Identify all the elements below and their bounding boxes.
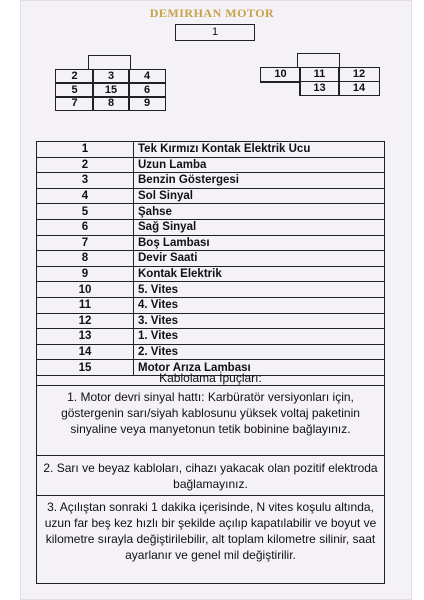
connector-left-pin: 7 xyxy=(71,97,78,109)
sheet-number-box: 1 xyxy=(175,24,255,41)
connector-left-pin: 8 xyxy=(107,97,115,109)
table-row xyxy=(37,188,385,204)
pin-label: Şahse xyxy=(134,204,385,220)
connector-right-pin: 14 xyxy=(352,82,366,94)
connector-right-pin: 11 xyxy=(313,68,326,80)
pin-label: Motor Arıza Lambası xyxy=(134,360,385,376)
brand-title: DEMIRHAN MOTOR xyxy=(149,6,275,20)
connector-right-tab xyxy=(297,53,340,68)
table-row xyxy=(37,235,385,251)
pin-number: 10 xyxy=(37,282,134,298)
connector-right-pin: 10 xyxy=(274,68,287,80)
table-row xyxy=(37,157,385,173)
note-item: 1. Motor devri sinyal hattı: Karbüratör versiyonları için, göstergenin sarı/siyah kablosunu yüksek voltaj paketinin sinyaline veya manyetonun tetik bobinine bağlayınız. xyxy=(36,386,385,456)
connector-right-pin: 13 xyxy=(313,82,326,94)
pin-number: 2 xyxy=(37,157,134,173)
notes-title: Kablolama İpuçları: xyxy=(36,370,385,386)
pin-label: Benzin Göstergesi xyxy=(134,173,385,189)
pin-label: Sol Sinyal xyxy=(134,188,385,204)
note-item: 2. Sarı ve beyaz kabloları, cihazı yakacak olan pozitif elektroda bağlamayınız. xyxy=(36,456,385,496)
pin-label: Sağ Sinyal xyxy=(134,219,385,235)
pin-number: 1 xyxy=(37,142,134,158)
pin-label: Boş Lambası xyxy=(134,235,385,251)
pin-number: 11 xyxy=(37,297,134,313)
pin-number: 9 xyxy=(37,266,134,282)
connector-right-pin: 12 xyxy=(352,68,366,80)
pin-number: 13 xyxy=(37,329,134,345)
pin-label: Devir Saati xyxy=(134,251,385,267)
table-row xyxy=(37,173,385,189)
pin-number: 6 xyxy=(37,219,134,235)
pin-number: 15 xyxy=(37,360,134,376)
pin-label: 2. Vites xyxy=(134,344,385,360)
table-row xyxy=(37,266,385,282)
table-row xyxy=(37,329,385,345)
pin-number: 8 xyxy=(37,251,134,267)
pin-number: 14 xyxy=(37,344,134,360)
connector-left-pin: 9 xyxy=(143,97,151,109)
pin-table xyxy=(36,141,385,376)
connector-left-pin: 2 xyxy=(71,70,78,82)
pin-number: 7 xyxy=(37,235,134,251)
connector-right-divider xyxy=(260,81,300,83)
pin-label: 3. Vites xyxy=(134,313,385,329)
table-row xyxy=(37,204,385,220)
connector-left-tab xyxy=(88,55,131,70)
pin-label: 4. Vites xyxy=(134,297,385,313)
pin-label: 5. Vites xyxy=(134,282,385,298)
connector-left-pin: 4 xyxy=(143,70,151,82)
pin-number: 5 xyxy=(37,204,134,220)
pin-number: 3 xyxy=(37,173,134,189)
table-row xyxy=(37,251,385,267)
pin-number: 4 xyxy=(37,188,134,204)
table-row xyxy=(37,313,385,329)
connector-left-pin: 15 xyxy=(104,84,118,96)
table-row xyxy=(37,344,385,360)
connector-left-pin: 6 xyxy=(143,84,151,96)
pin-label: Uzun Lamba xyxy=(134,157,385,173)
pin-number: 12 xyxy=(37,313,134,329)
table-row xyxy=(37,219,385,235)
pin-label: Kontak Elektrik xyxy=(134,266,385,282)
connector-left-pin: 3 xyxy=(107,70,115,82)
note-item: 3. Açılıştan sonraki 1 dakika içerisinde, N vites koşulu altında, uzun far beş kez hızlı bir şekilde açılıp kapatılabilir ve boyut ve kilometre sırayla değiştirilebilir, alt toplam kilometre silinir, saat ayarlanır ve genel mil değiştirilir. xyxy=(36,496,385,584)
table-row xyxy=(37,297,385,313)
connector-left-pin: 5 xyxy=(71,84,78,96)
table-row xyxy=(37,282,385,298)
pin-label: Tek Kırmızı Kontak Elektrik Ucu xyxy=(134,142,385,158)
pin-label: 1. Vites xyxy=(134,329,385,345)
table-row xyxy=(37,142,385,158)
